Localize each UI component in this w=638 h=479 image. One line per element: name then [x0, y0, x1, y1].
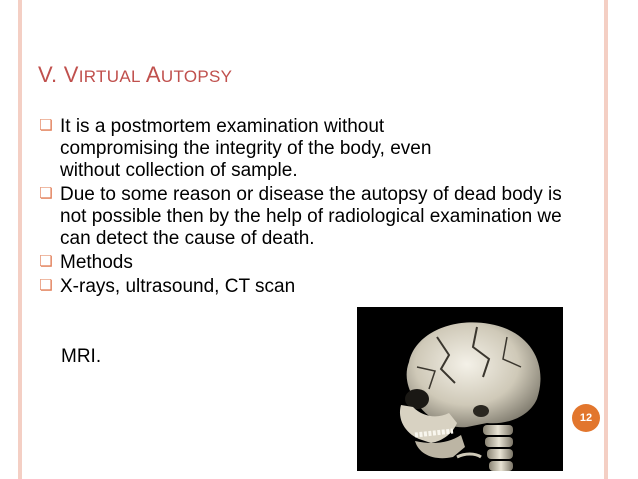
- bullet-icon: ❏: [39, 253, 53, 270]
- title-smallcaps-2: UTOPSY: [160, 67, 233, 86]
- skull-ct-image: [357, 307, 563, 471]
- bullet-icon: ❏: [39, 185, 53, 202]
- bullet-item: [38, 276, 558, 298]
- bullet-text: Due to some reason or disease the autopsy of dead body is not possible then by the help of radiological examination we can detect the cause of death.: [60, 184, 562, 249]
- title-mid: A: [140, 62, 161, 87]
- bullet-item: [38, 116, 490, 182]
- skull-ct-illustration: [357, 307, 563, 471]
- bullet-continuation: MRI.: [61, 346, 102, 367]
- slide-title: [38, 62, 232, 88]
- right-border-stripe: [604, 0, 608, 479]
- left-border-stripe: [18, 0, 22, 479]
- bullet-text: Methods: [60, 252, 133, 273]
- bullet-text: It is a postmortem examination without compromising the integrity of the body, even without collection of sample.: [60, 116, 432, 181]
- bullet-text: X-rays, ultrasound, CT scan: [60, 276, 296, 297]
- title-prefix: V. V: [38, 62, 79, 87]
- page-number-badge: 12: [572, 404, 600, 432]
- bullet-item: [38, 252, 558, 274]
- bullet-icon: ❏: [39, 117, 53, 134]
- title-smallcaps-1: IRTUAL: [78, 67, 141, 86]
- bullet-item: [38, 184, 565, 250]
- bullet-list: [38, 116, 562, 300]
- bullet-icon: ❏: [39, 277, 53, 294]
